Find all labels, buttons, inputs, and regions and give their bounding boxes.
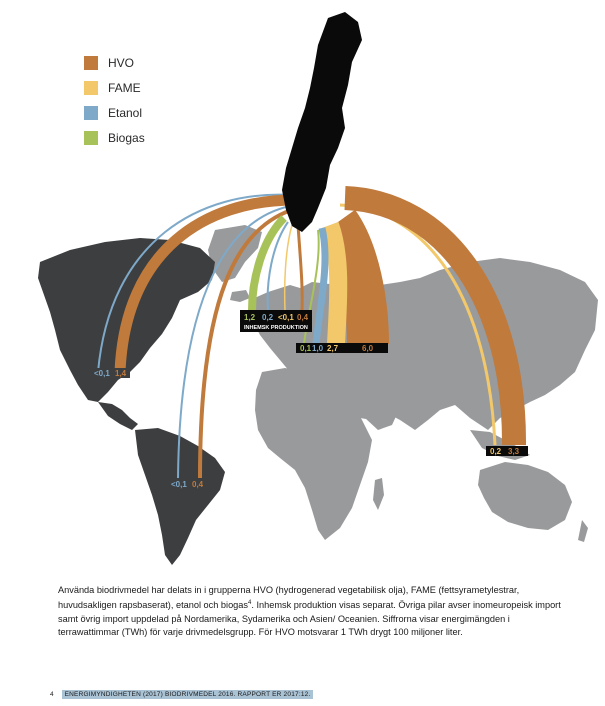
domestic-etanol-value: 0,2 <box>262 313 274 322</box>
caption <box>58 584 568 639</box>
legend-item-biogas <box>84 125 145 150</box>
world-map <box>208 225 598 542</box>
domestic-label: INHEMSK PRODUKTION <box>244 325 308 331</box>
legend-item-fame <box>84 75 145 100</box>
madagascar <box>373 478 384 510</box>
legend-label: Biogas <box>108 130 145 145</box>
legend-swatch <box>84 81 98 95</box>
footer-reference: ENERGIMYNDIGHETEN (2017) BIODRIVMEDEL 2016. RAPPORT ER 2017:12. <box>62 690 314 699</box>
legend-label: HVO <box>108 55 135 70</box>
legend-swatch <box>84 106 98 120</box>
south-america <box>135 428 225 565</box>
europe-box <box>296 343 388 353</box>
caption-text-1: Använda biodrivmedel har delats in i grupperna HVO (hydrogenerad vegetabilisk olja), FAME (fettsyrametylestrar, huvudsakligen rapsbaserat), etanol och biogas <box>58 585 520 611</box>
domestic-box <box>240 310 312 332</box>
south-america-etanol-value: <0,1 <box>171 480 187 489</box>
north-america-etanol-value: <0,1 <box>94 369 110 378</box>
new-zealand <box>578 520 588 542</box>
asia-fame-value: 0,2 <box>490 447 502 456</box>
legend-swatch <box>84 131 98 145</box>
europe-biogas-value: 0,1 <box>300 344 312 353</box>
south-america-hvo-value: 0,4 <box>192 480 204 489</box>
south-america-box <box>168 479 208 489</box>
americas <box>38 238 225 565</box>
legend-label: FAME <box>108 80 141 95</box>
legend-item-hvo <box>84 50 145 75</box>
caption-footnote: 4 <box>248 600 252 607</box>
caption-text-2: . Inhemsk produktion visas separat. Övriga pilar avser inomeuropeisk import samt övrig import uppdelad på Nordamerika, Sydamerika och Asien/ Oceanien. Siffrorna visar energimängden i terrawattimmar (TWh) för varje drivmedelsgrupp. För HVO motsvarar 1 TWh drygt 100 miljoner liter. <box>58 600 561 637</box>
europe-hvo-value: 6,0 <box>362 344 374 353</box>
europe-etanol-value: 1,0 <box>312 344 324 353</box>
europe-fame-value: 2,7 <box>327 344 339 353</box>
asia-box <box>486 446 528 456</box>
central-america <box>98 402 138 430</box>
domestic-biogas-value: 1,2 <box>244 313 256 322</box>
domestic-hvo-value: 0,4 <box>297 313 309 322</box>
asia-hvo-value: 3,3 <box>508 447 520 456</box>
flow-europe-fame <box>330 225 338 344</box>
legend <box>84 50 145 150</box>
footer <box>50 690 313 699</box>
domestic-fame-value: <0,1 <box>278 313 294 322</box>
australia <box>478 462 572 530</box>
legend-swatch <box>84 56 98 70</box>
iceland <box>230 290 250 302</box>
legend-label: Etanol <box>108 105 143 120</box>
legend-item-etanol <box>84 100 145 125</box>
page-number: 4 <box>50 691 54 698</box>
north-america-hvo-value: 1,4 <box>115 369 127 378</box>
north-america-box <box>90 368 130 378</box>
